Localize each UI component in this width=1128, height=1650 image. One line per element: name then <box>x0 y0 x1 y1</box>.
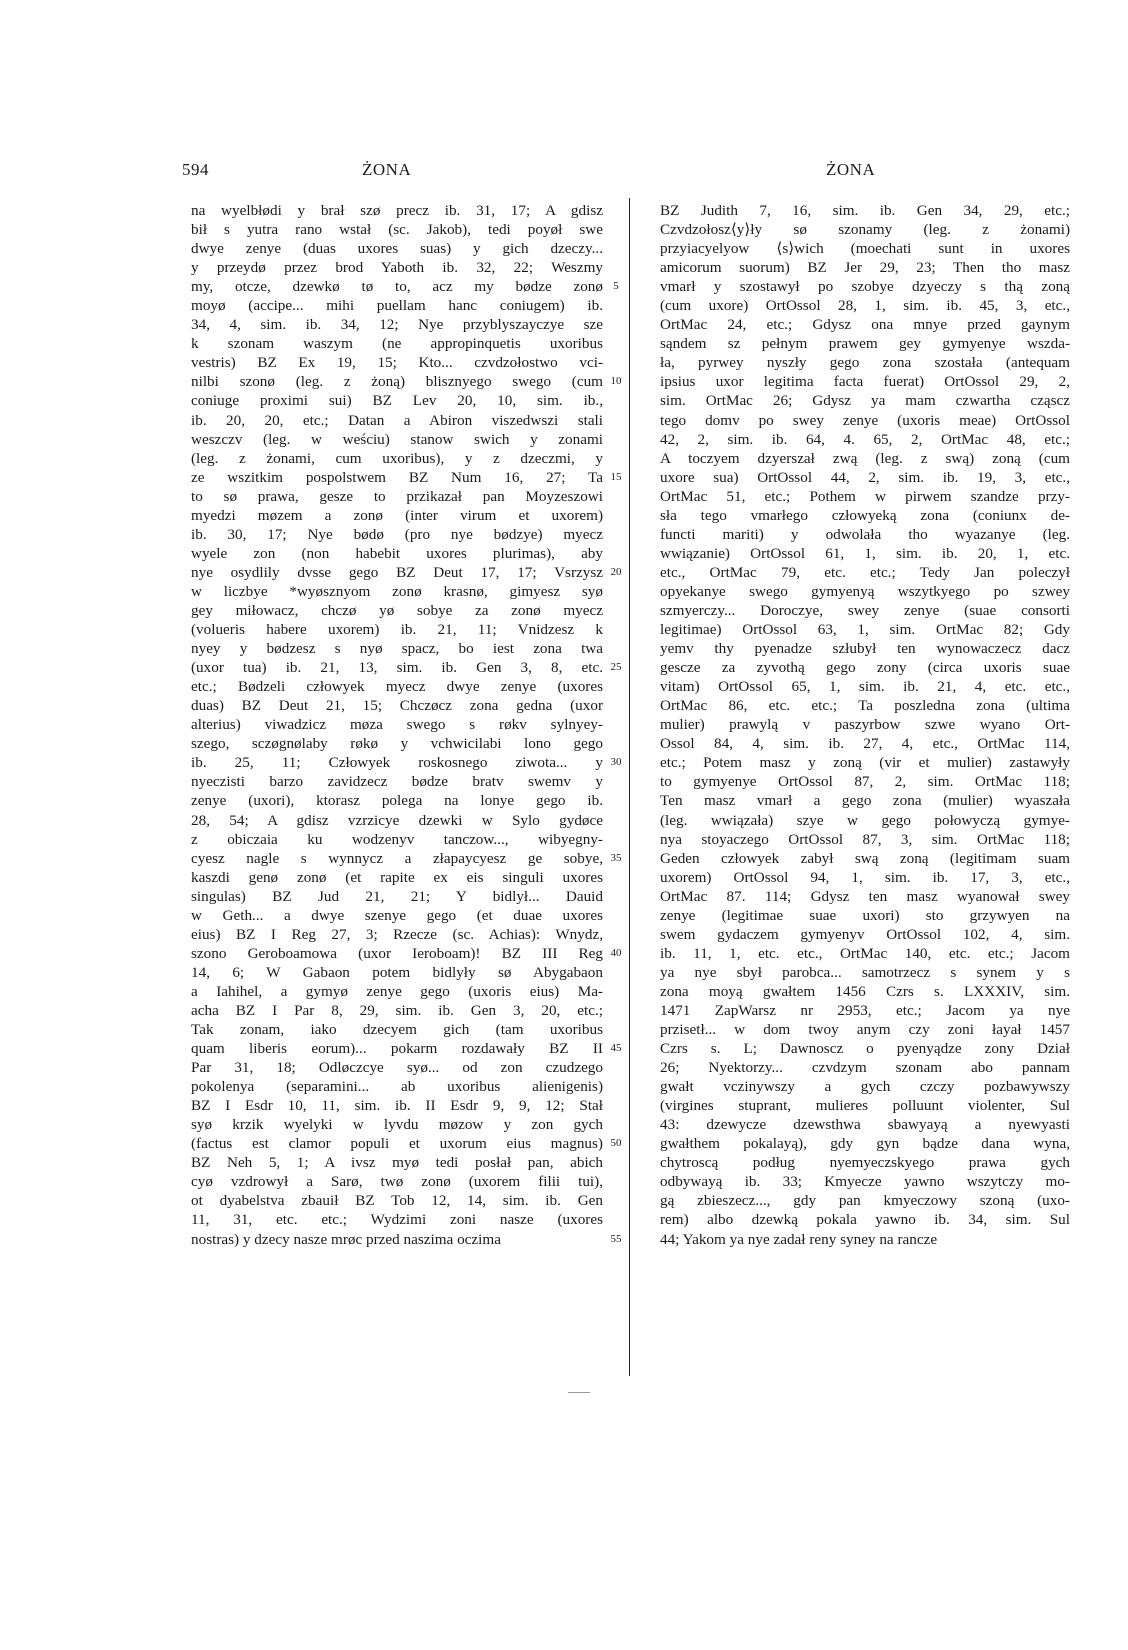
text-line: szego, sczøgnølaby røkø y vchwicilabi lono gego <box>191 735 603 753</box>
text-line: weszczv (leg. w weściu) stanow swich y zonami <box>191 430 603 448</box>
text-line: (volueris habere uxorem) ib. 21, 11; Vnidzesz k <box>191 621 603 639</box>
text-line: moyø (accipe... mihi puellam hanc coniugem) ib. <box>191 297 603 315</box>
text-line: 44; Yakom ya nye zadał reny syney na rancze <box>660 1230 938 1248</box>
text-line: gwałthem pokalayą), gdy gyn bądze dana wyna, <box>660 1135 1070 1153</box>
text-line: yemv thy pyenadze szłubył ten wynowaczecz dacz <box>660 640 1070 658</box>
text-line: ya nye sbył parobca... samotrzecz s synem y s <box>660 963 1070 981</box>
text-line: (cum uxore) OrtOssol 28, 1, sim. ib. 45, 3, etc., <box>660 297 1070 315</box>
text-line: ib. 25, 11; Człowyek roskosnego ziwota... y <box>191 754 603 772</box>
line-number: 55 <box>610 1232 622 1245</box>
text-line: gwałt vczinywszy a gych czczy pozbawywszy <box>660 1078 1070 1096</box>
text-line: duas) BZ Deut 21, 15; Chczøcz zona gedna (uxor <box>191 697 603 715</box>
text-line: na wyelbłødi y brał szø precz ib. 31, 17; A gdisz <box>191 202 603 219</box>
text-line: 28, 54; A gdisz vzrzicye dzewki w Sylo gydøce <box>191 811 603 829</box>
line-number: 15 <box>610 470 622 483</box>
line-number: 35 <box>610 851 622 864</box>
text-line: uxorem) OrtOssol 94, 1, sim. ib. 17, 3, etc., <box>660 868 1070 886</box>
text-line: my, otcze, dzewkø tø to, acz my bødze zonø <box>191 278 603 296</box>
text-line: Par 31, 18; Odløczcye syø... od zon czudzego <box>191 1059 603 1077</box>
text-line: opyekanye swego gymyenyą wszytkyego po szwey <box>660 582 1070 600</box>
line-number: 20 <box>610 565 622 578</box>
text-line: etc., OrtMac 79, etc. etc.; Tedy Jan poleczył <box>660 563 1070 581</box>
text-line: vmarł y szostawył po szobye dzyeczy s thą zoną <box>660 278 1070 296</box>
text-line: nyey y bødzesz s nyø spacz, bo iest zona twa <box>191 640 603 658</box>
text-line: ipsius uxor legitima facta fuerat) OrtOssol 29, 2, <box>660 373 1070 391</box>
text-line: ła, pyrwey nyszły gego zona szostała (antequam <box>660 354 1070 372</box>
text-line: Geden człowyek zabył swą zoną (legitimam suam <box>660 849 1070 867</box>
text-line: nostras) y dzecy nasze mrøc przed naszima oczima <box>191 1230 501 1248</box>
text-line: gą zbieszecz..., gdy pan kmyeczowy szoną (uxo- <box>660 1192 1070 1210</box>
text-line: nye osydlily dvsse gego BZ Deut 17, 17; Vsrzysz <box>191 563 603 581</box>
text-line: nilbi szonø (leg. z żoną) blisznyego swego (cum <box>191 373 603 391</box>
text-line: zenye (uxori), ktorasz polega na lonye gego ib. <box>191 792 603 810</box>
text-line: BZ I Esdr 10, 11, sim. ib. II Esdr 9, 9, 12; Stał <box>191 1097 603 1115</box>
text-line: 34, 4, sim. ib. 34, 12; Nye przyblyszayczye sze <box>191 316 603 334</box>
text-line: syø krzik wyelyki w lyvdu møzow y zon gych <box>191 1116 603 1134</box>
text-line: Czrs s. L; Dawnoscz o pyenyądze zony Dział <box>660 1040 1070 1058</box>
running-title-right: ŻONA <box>826 160 876 179</box>
text-line: w Geth... a dwye szenye gego (et duae uxores <box>191 906 603 924</box>
text-line: OrtMac 51, etc.; Pothem w pirwem szandze przy- <box>660 487 1070 505</box>
line-number: 10 <box>610 375 622 388</box>
text-line: legitimae) OrtOssol 63, 1, sim. OrtMac 82; Gdy <box>660 621 1070 639</box>
text-line: odbywayą ib. 33; Kmyecze yawno wszytczy mo- <box>660 1173 1070 1191</box>
page-number: 594 <box>182 160 209 179</box>
text-line: to sø prawa, gesze to przikazał pan Moyzeszowi <box>191 487 603 505</box>
text-line: vestris) BZ Ex 19, 15; Kto... czvdzołostwo vci- <box>191 354 603 372</box>
text-line: wwiązanie) OrtOssol 61, 1, sim. ib. 20, 1, etc. <box>660 544 1070 562</box>
text-line: eius) BZ I Reg 27, 3; Rzecze (sc. Achias): Wnydz, <box>191 925 603 943</box>
text-line: ot dyabelstva zbauił BZ Tob 12, 14, sim. ib. Gen <box>191 1192 603 1210</box>
line-number: 50 <box>610 1137 622 1150</box>
text-line: ib. 30, 17; Nye bødø (pro nye bødzye) myecz <box>191 525 603 543</box>
text-line: quam liberis eorum)... pokarm rozdawały BZ II <box>191 1040 603 1058</box>
text-line: szono Geroboamowa (uxor Ieroboam)! BZ III Reg <box>191 944 603 962</box>
text-line: gey miłowacz, chczø yø sobye za zonø myecz <box>191 601 603 619</box>
text-line: 1471 ZapWarsz nr 2953, etc.; Jacom ya nye <box>660 1001 1070 1019</box>
text-line: bił s yutra rano wstał (sc. Jakob), tedi poyøł swe <box>191 221 603 239</box>
text-line: sąndem sz pełnym prawem gey gymyenye wszda- <box>660 335 1070 353</box>
text-line: amicorum suorum) BZ Jer 29, 23; Then tho masz <box>660 259 1070 277</box>
text-line: uxore sua) OrtOssol 44, 2, sim. ib. 19, 3, etc., <box>660 468 1070 486</box>
text-line: etc.; Bødzeli człowyek myecz dwye zenye (uxores <box>191 678 603 696</box>
line-number: 45 <box>610 1042 622 1055</box>
text-line: przyiacyelyow ⟨s⟩wich (moechati sunt in uxores <box>660 240 1070 258</box>
text-line: szmyerczy... Doroczye, swey zenye (suae consorti <box>660 601 1070 619</box>
column-divider <box>629 198 630 1376</box>
line-number: 5 <box>613 280 619 293</box>
text-line: alterius) viwadzicz møza swego s røkv sylnyey- <box>191 716 603 734</box>
text-line: coniuge proximi sui) BZ Lev 20, 10, sim. ib., <box>191 392 603 410</box>
text-line: ib. 20, 20, etc.; Datan a Abiron viszedwszi stali <box>191 411 603 429</box>
text-line: przisetł... w dom twoy anym czy zoni łayał 1457 <box>660 1021 1070 1039</box>
text-line: (virgines stuprant, mulieres polluunt violenter, Sul <box>660 1097 1070 1115</box>
text-line: myedzi møzem a zonø (inter virum et uxorem) <box>191 506 603 524</box>
text-line: tego domv po swey zenye (uxoris meae) OrtOssol <box>660 411 1070 429</box>
text-line: nyeczisti barzo zavidzecz bødze bratv swemv y <box>191 773 603 791</box>
text-line: BZ Neh 5, 1; A ivsz myø tedi posłał pan, abich <box>191 1154 603 1172</box>
text-line: Czvdzołosz⟨y⟩ły sø szonamy (leg. z żonami) <box>660 221 1070 239</box>
line-number: 40 <box>610 946 622 959</box>
text-line: ze wszitkim pospolstwem BZ Num 16, 27; Ta <box>191 468 603 486</box>
running-title-left: ŻONA <box>362 160 412 179</box>
text-line: vitam) OrtOssol 65, 1, sim. ib. 21, 4, etc. etc., <box>660 678 1070 696</box>
text-line: Tak zonam, iako dzecyem gich (tam uxoribus <box>191 1021 603 1039</box>
text-line: 42, 2, sim. ib. 64, 4. 65, 2, OrtMac 48, etc.; <box>660 430 1070 448</box>
text-line: etc.; Potem masz y zoną (vir et mulier) zastawyły <box>660 754 1070 772</box>
right-column <box>660 201 1070 1249</box>
text-line: Ten masz vmarł a gego zona (mulier) wyaszała <box>660 792 1070 810</box>
text-line: w liczbye *wyøsznyom zonø krasnø, gimyesz syø <box>191 582 603 600</box>
text-line: to gymyenye OrtOssol 87, 2, sim. OrtMac 118; <box>660 773 1070 791</box>
text-line: A toczyem dzyerszał zwą (leg. z swą) zoną (cum <box>660 449 1070 467</box>
text-line: cyø vzdrowył a Sarø, twø zonø (uxorem filii tui), <box>191 1173 603 1191</box>
text-line: dwye zenye (duas uxores suas) y gich dzeczy... <box>191 240 603 258</box>
text-line: cyesz nagle s wynnycz a złapaycyesz ge sobye, <box>191 849 603 867</box>
text-line: singulas) BZ Jud 21, 21; Y bidlył... Dauid <box>191 887 603 905</box>
text-line: zona moyą gwałtem 1456 Czrs s. LXXXIV, sim. <box>660 982 1070 1000</box>
text-line: swem gydaczem gymyenyv OrtOssol 102, 4, sim. <box>660 925 1070 943</box>
text-line: (uxor tua) ib. 21, 13, sim. ib. Gen 3, 8, etc. <box>191 659 603 677</box>
text-line: BZ Judith 7, 16, sim. ib. Gen 34, 29, etc.; <box>660 202 1070 219</box>
line-number: 25 <box>610 661 622 674</box>
text-line: (leg. wwiązała) szye w gego połowyczą gymye- <box>660 811 1070 829</box>
text-line: Ossol 84, 4, sim. ib. 27, 4, etc., OrtMac 114, <box>660 735 1070 753</box>
text-line: (leg. z żonami, cum uxoribus), y z dzeczmi, y <box>191 449 603 467</box>
text-line: OrtMac 24, etc.; Gdysz ona mnye przed gaynym <box>660 316 1070 334</box>
text-line: a Iahihel, a gymyø zenye gego (uxoris eius) Ma- <box>191 982 603 1000</box>
text-line: functi mariti) y odwolała tho wyazanye (leg. <box>660 525 1070 543</box>
text-line: wyele zon (non habebit uxores plurimas), aby <box>191 544 603 562</box>
line-number: 30 <box>610 756 622 769</box>
text-line: sim. OrtMac 26; Gdysz ya mam czwartha cząscz <box>660 392 1070 410</box>
text-line: ib. 11, 1, etc. etc., OrtMac 140, etc. etc.; Jacom <box>660 944 1070 962</box>
text-line: pokolenya (separamini... ab uxoribus alienigenis) <box>191 1078 603 1096</box>
text-line: 11, 31, etc. etc.; Wydzimi zoni nasze (uxores <box>191 1211 603 1229</box>
text-line: nya stoyaczego OrtOssol 87, 3, sim. OrtMac 118; <box>660 830 1070 848</box>
text-line: chytroscą podług nyemyeczskyego prawa gych <box>660 1154 1070 1172</box>
text-line: k szonam waszym (ne appropinquetis uxoribus <box>191 335 603 353</box>
text-line: zenye (legitimae suae uxori) sto grzywyen na <box>660 906 1070 924</box>
footer-mark <box>568 1392 590 1393</box>
text-line: 26; Nyektorzy... czvdzym szonam abo pannam <box>660 1059 1070 1077</box>
text-line: kaszdi genø zonø (et rapite ex eis singuli uxores <box>191 868 603 886</box>
text-line: OrtMac 86, etc. etc.; Ta poszledna zona (ultima <box>660 697 1070 715</box>
text-line: 14, 6; W Gabaon potem bidlyły sø Abygabaon <box>191 963 603 981</box>
text-line: z obiczaia ku wodzenyv tanczow..., wibyegny- <box>191 830 603 848</box>
text-line: 43: dzewycze dzewsthwa sbawyayą a nyewyasti <box>660 1116 1070 1134</box>
text-line: (factus est clamor populi et uxorum eius magnus) <box>191 1135 603 1153</box>
text-line: y przeydø przez brod Yaboth ib. 32, 22; Weszmy <box>191 259 603 277</box>
text-line: OrtMac 87. 114; Gdysz ten masz wyanował swey <box>660 887 1070 905</box>
text-line: acha BZ I Par 8, 29, sim. ib. Gen 3, 20, etc.; <box>191 1001 603 1019</box>
text-line: sła tego vmarłego człowyeką zona (coniunx de- <box>660 506 1070 524</box>
left-column <box>191 201 603 1249</box>
text-line: gescze za zyvothą gego zony (circa uxoris suae <box>660 659 1070 677</box>
text-line: rem) albo dzewką pokala yawno ib. 34, sim. Sul <box>660 1211 1070 1229</box>
text-line: mulier) prawylą v paszyrbow szwe wyano Ort- <box>660 716 1070 734</box>
